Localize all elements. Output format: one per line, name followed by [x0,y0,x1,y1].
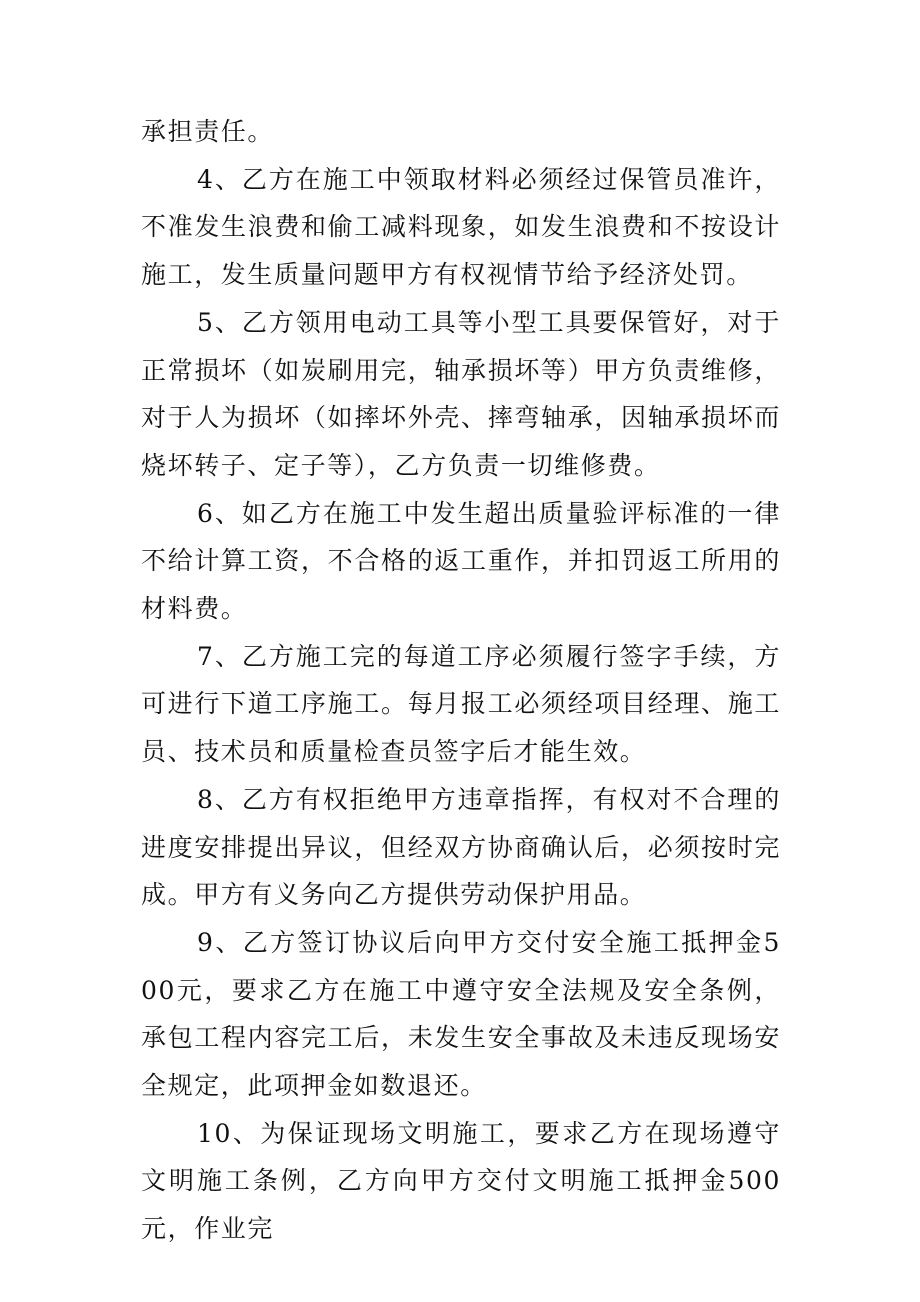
paragraph-clause-6: 6、如乙方在施工中发生超出质量验评标准的一律不给计算工资，不合格的返工重作，并扣罚返工所用的材料费。 [141,498,781,624]
paragraph-clause-7: 7、乙方施工完的每道工序必须履行签字手续，方可进行下道工序施工。每月报工必须经项目经理、施工员、技术员和质量检查员签字后才能生效。 [141,641,781,767]
paragraph-clause-5: 5、乙方领用电动工具等小型工具要保管好，对于正常损坏（如炭刷用完，轴承损坏等）甲方负责维修，对于人为损坏（如摔坏外壳、摔弯轴承，因轴承损坏而烧坏转子、定子等），乙方负责一切维修费。 [141,307,781,480]
paragraph-clause-9: 9、乙方签订协议后向甲方交付安全施工抵押金500元，要求乙方在施工中遵守安全法规及安全条例，承包工程内容完工后，未发生安全事故及未违反现场安全规定，此项押金如数退还。 [141,927,781,1101]
paragraph-clause-4: 4、乙方在施工中领取材料必须经过保管员准许，不准发生浪费和偷工减料现象，如发生浪费和不按设计施工，发生质量问题甲方有权视情节给予经济处罚。 [141,164,781,290]
document-body [141,108,781,1253]
paragraph-clause-8: 8、乙方有权拒绝甲方违章指挥，有权对不合理的进度安排提出异议，但经双方协商确认后，必须按时完成。甲方有义务向乙方提供劳动保护用品。 [141,784,781,910]
paragraph-continuation: 承担责任。 [141,117,275,146]
paragraph-clause-10: 10、为保证现场文明施工，要求乙方在现场遵守文明施工条例，乙方向甲方交付文明施工抵押金500元，作业完 [141,1118,781,1244]
